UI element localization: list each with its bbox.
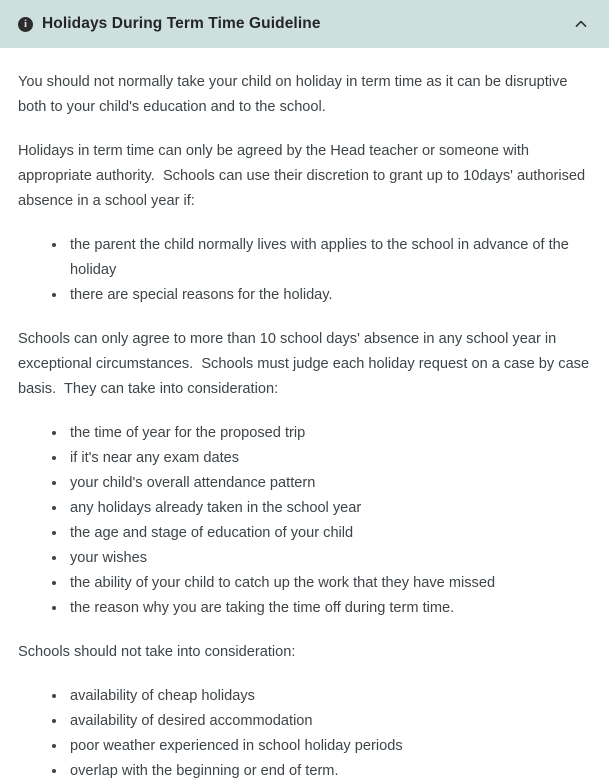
list-item: availability of cheap holidays — [52, 684, 591, 709]
list-item: if it's near any exam dates — [52, 446, 591, 471]
list-item: the reason why you are taking the time off during term time. — [52, 596, 591, 621]
list-item: the time of year for the proposed trip — [52, 421, 591, 446]
list-item: poor weather experienced in school holiday periods — [52, 734, 591, 759]
body-paragraph: Schools should not take into consideration: — [18, 644, 296, 660]
list-item: the ability of your child to catch up the work that they have missed — [52, 571, 591, 596]
list-item: overlap with the beginning or end of term. — [52, 759, 591, 784]
body-paragraph: Holidays in term time can only be agreed by the Head teacher or someone with appropriate authority. Schools can use their discretion to grant up to 10days' authorised absence in a school year if: — [18, 143, 590, 209]
page-title: Holidays During Term Time Guideline — [42, 15, 321, 32]
panel-header[interactable] — [0, 0, 609, 48]
list-item: the parent the child normally lives with applies to the school in advance of the holiday — [52, 233, 591, 283]
panel-header-left — [18, 15, 569, 33]
list-item: your child's overall attendance pattern — [52, 471, 591, 496]
list-item: your wishes — [52, 546, 591, 571]
list-item: there are special reasons for the holiday. — [52, 283, 591, 308]
info-circle-icon: i — [18, 17, 33, 32]
list-item: any holidays already taken in the school year — [52, 496, 591, 521]
list-item: the age and stage of education of your child — [52, 521, 591, 546]
panel-body — [0, 48, 609, 784]
chevron-up-icon[interactable] — [569, 12, 593, 36]
bullet-list — [18, 684, 591, 784]
body-paragraph: Schools can only agree to more than 10 school days' absence in any school year in exceptional circumstances. Schools must judge each holiday request on a case by case basis. They can take into consideration: — [18, 331, 594, 397]
bullet-list — [18, 233, 591, 308]
list-item: availability of desired accommodation — [52, 709, 591, 734]
body-paragraph: You should not normally take your child on holiday in term time as it can be disruptive both to your child's education and to the school. — [18, 74, 572, 115]
bullet-list — [18, 421, 591, 621]
